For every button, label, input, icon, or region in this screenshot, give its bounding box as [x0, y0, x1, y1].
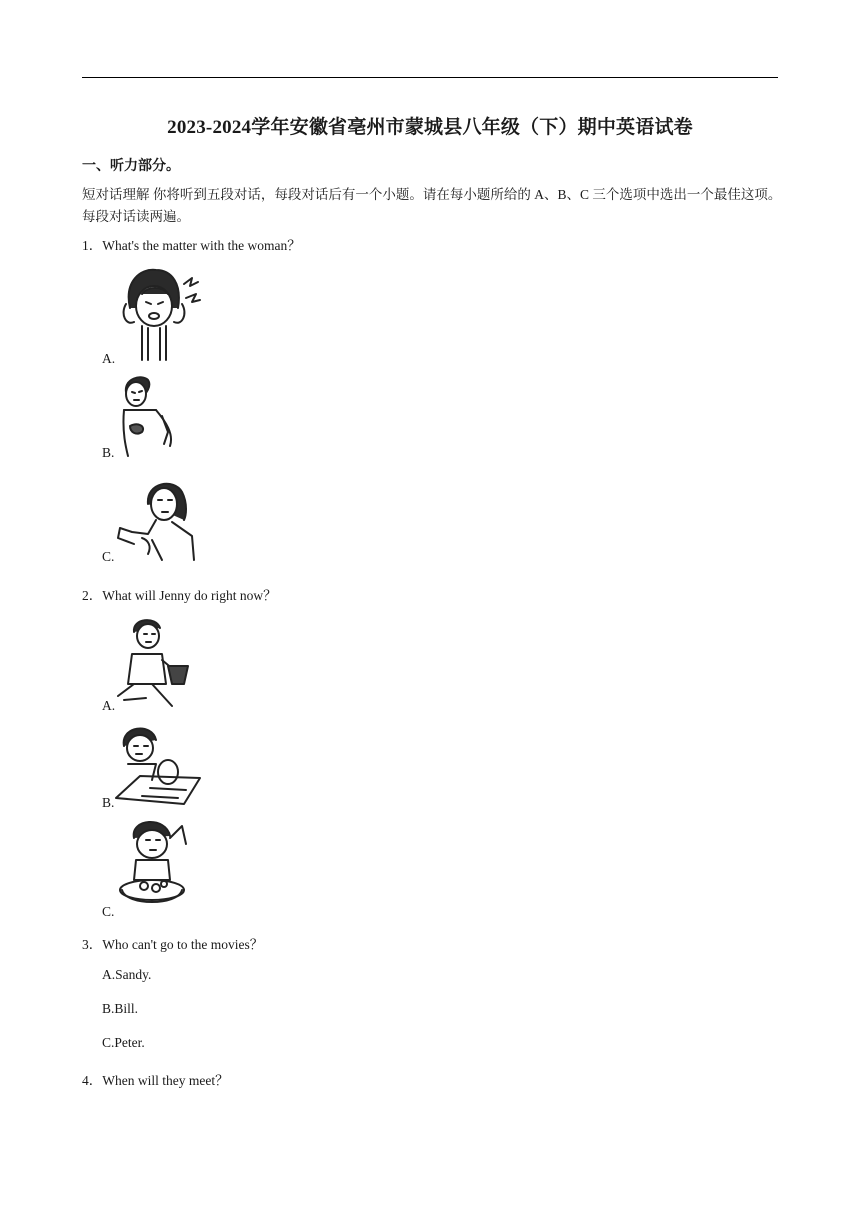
question-1-option-b-label: B. — [102, 445, 115, 460]
question-1-option-c-label: C. — [102, 549, 115, 564]
question-1-option-a-label: A. — [102, 351, 116, 366]
woman-cut-hand-illustration[interactable] — [112, 474, 202, 564]
woman-stomachache-illustration[interactable] — [112, 372, 192, 458]
question-3-option-a[interactable]: A.Sandy. — [102, 967, 152, 982]
question-2-option-b-label: B. — [102, 795, 115, 810]
girl-washing-clothes-illustration[interactable] — [112, 816, 204, 912]
question-1-stem: 1．What's the matter with the woman？ — [82, 238, 301, 253]
woman-headache-illustration[interactable] — [112, 264, 208, 364]
question-2-stem: 2．What will Jenny do right now？ — [82, 588, 277, 603]
girl-carrying-bucket-illustration[interactable] — [112, 614, 196, 714]
section-heading: 一、听力部分。 — [82, 159, 180, 174]
question-4-stem: 4．When will they meet？ — [82, 1073, 229, 1088]
page-title: 2023-2024学年安徽省亳州市蒙城县八年级（下）期中英语试卷 — [167, 117, 693, 138]
question-3-stem: 3．Who can't go to the movies？ — [82, 937, 264, 952]
question-3-option-c[interactable]: C.Peter. — [102, 1035, 145, 1050]
header-rule — [82, 77, 778, 78]
question-3-option-b[interactable]: B.Bill. — [102, 1001, 139, 1016]
question-2-option-c-label: C. — [102, 904, 115, 919]
section-instructions: 短对话理解 你将听到五段对话，每段对话后有一个小题。请在每小题所给的 A、B、C 三个选项中选出一个最佳这项。每段对话读两遍。 — [82, 187, 782, 224]
question-2-option-a-label: A. — [102, 698, 116, 713]
girl-doing-dishes-illustration[interactable] — [112, 722, 204, 806]
